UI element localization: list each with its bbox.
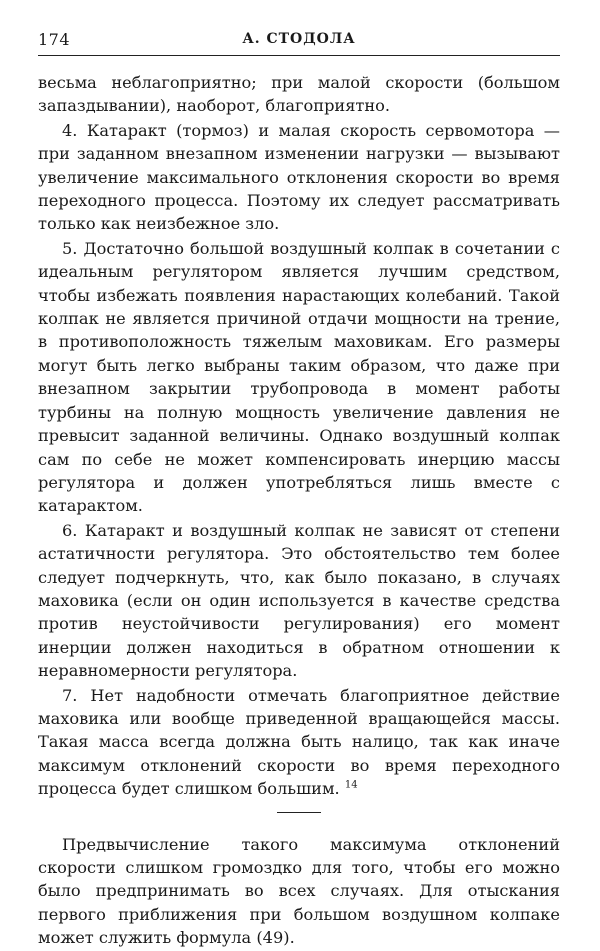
page-header	[38, 30, 560, 52]
header-rule	[38, 55, 560, 56]
paragraph-closing: Предвычисление такого максимума отклонений скорости слишком громоздко для того, чтобы его можно было предпринимать во всех случаях. Для отыскания первого приближения при большом воздушном колпаке может служить формула (49).	[38, 834, 560, 948]
body-text	[38, 71, 560, 951]
paragraph-continuation: весьма неблагоприятно; при малой скорости (большом запаздывании), наоборот, благоприятно.	[38, 73, 560, 116]
running-head: А. СТОДОЛА	[242, 31, 356, 47]
page-number: 174	[38, 30, 71, 49]
paragraph-item-4: 4. Катаракт (тормоз) и малая скорость сервомотора — при заданном внезапном изменении нагрузки — вызывают увеличение максимального отклонения скорости во время переходного процесса. Поэтому их следует рассматривать только как неизбежное зло.	[38, 120, 560, 234]
footnote-reference: 14	[344, 779, 358, 791]
paragraph-item-5: 5. Достаточно большой воздушный колпак в сочетании с идеальным регулятором является лучшим средством, чтобы избежать появления нарастающих колебаний. Такой колпак не является причиной отдачи мощности на трение, в противоположность тяжелым маховикам. Его размеры могут быть легко выбраны таким образом, что даже при внезапном закрытии трубопровода в момент работы турбины на полную мощность увеличение давления не превысит заданной величины. Однако воздушный колпак сам по себе не может компенсировать инерцию массы регулятора и должен употребляться лишь вместе с катарактом.	[38, 238, 560, 516]
section-divider	[277, 812, 321, 813]
paragraph-item-7-text: 7. Нет надобности отмечать благоприятное действие маховика или вообще приведенной вращающейся массы. Такая масса всегда должна быть налицо, так как иначе максимум отклонений скорости во время переходного процесса будет слишком большим.	[38, 685, 560, 799]
paragraph-item-6: 6. Катаракт и воздушный колпак не зависят от степени астатичности регулятора. Это обстоятельство тем более следует подчеркнуть, что, как было показано, в случаях маховика (если он один используется в качестве средства против неустойчивости регулирования) его момент инерции должен находиться в обратном отношении к неравномерности регулятора.	[38, 520, 560, 681]
paragraph-item-7	[38, 684, 560, 801]
